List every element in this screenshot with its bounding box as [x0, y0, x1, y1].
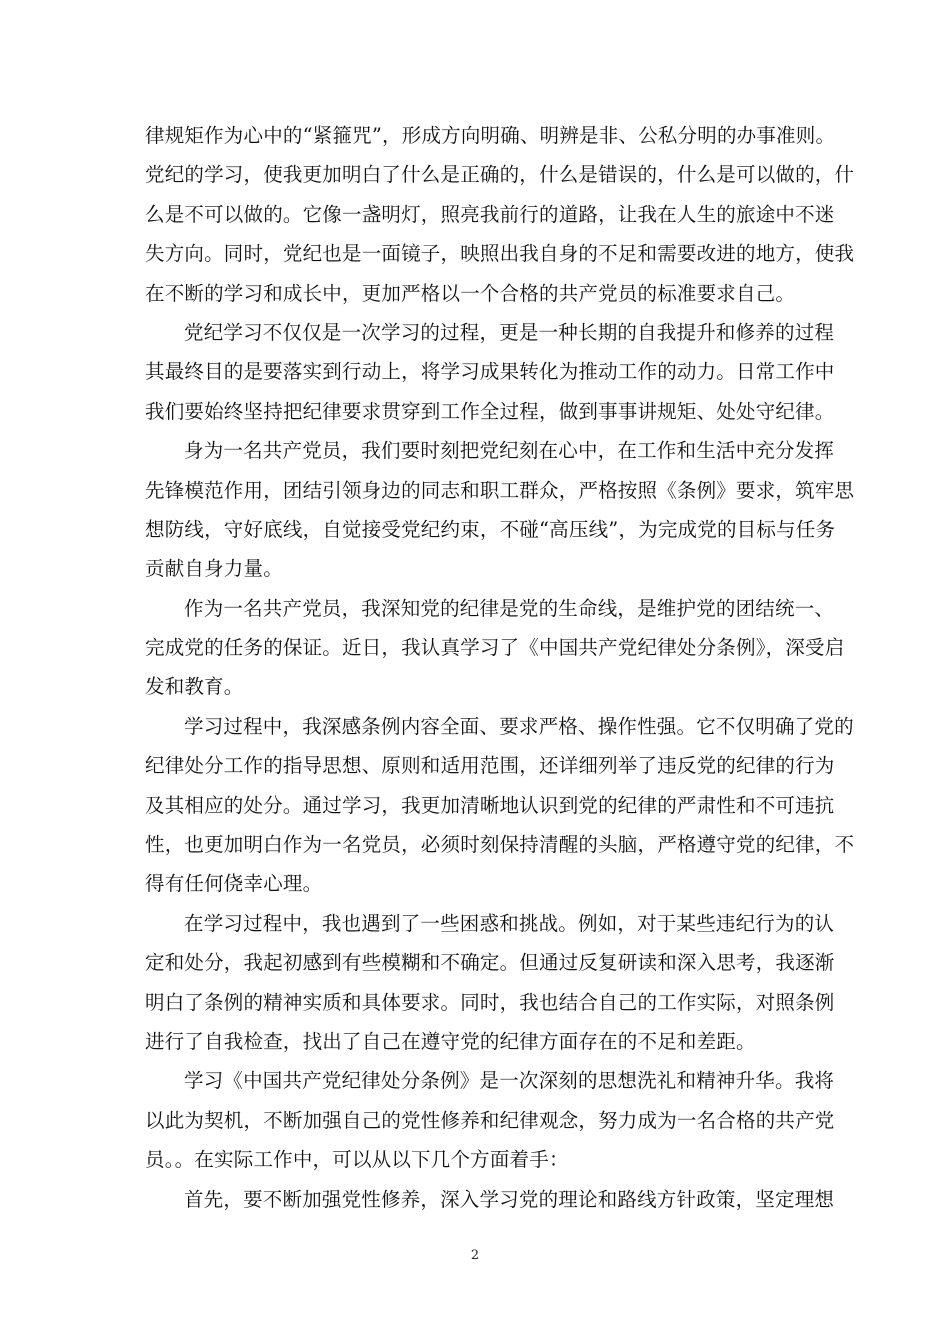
paragraph	[145, 904, 835, 1062]
text-line: 在学习过程中，我也遇到了一些困惑和挑战。例如，对于某些违纪行为的认	[184, 911, 835, 935]
text-line: 发和教育。	[145, 675, 244, 699]
paragraph	[145, 707, 855, 904]
paragraph	[145, 431, 855, 589]
text-line: 在不断的学习和成长中，更加严格以一个合格的共产党员的标准要求自己。	[145, 281, 796, 305]
text-line: 党纪的学习，使我更加明白了什么是正确的，什么是错误的，什么是可以做的，什	[145, 163, 855, 187]
paragraph	[145, 1061, 835, 1179]
text-line: 得有任何侥幸心理。	[145, 872, 323, 896]
text-line: 学习《中国共产党纪律处分条例》是一次深刻的思想洗礼和精神升华。我将	[184, 1069, 835, 1093]
paragraph	[145, 1180, 835, 1219]
text-line: 先锋模范作用，团结引领身边的同志和职工群众，严格按照《条例》要求，筑牢思	[145, 478, 855, 502]
text-line: 纪律处分工作的指导思想、原则和适用范围，还详细列举了违反党的纪律的行为	[145, 754, 835, 778]
document-body	[145, 116, 855, 1219]
page-number: 2	[470, 1248, 480, 1263]
paragraph	[145, 116, 855, 313]
text-line: 其最终目的是要落实到行动上，将学习成果转化为推动工作的动力。日常工作中	[145, 360, 835, 384]
text-line: 我们要始终坚持把纪律要求贯穿到工作全过程，做到事事讲规矩、处处守纪律。	[145, 399, 835, 423]
text-line: 及其相应的处分。通过学习，我更加清晰地认识到党的纪律的严肃性和不可违抗	[145, 793, 835, 817]
text-line: 身为一名共产党员，我们要时刻把党纪刻在心中，在工作和生活中充分发挥	[184, 439, 835, 463]
text-line: 明白了条例的精神实质和具体要求。同时，我也结合自己的工作实际，对照条例	[145, 990, 835, 1014]
paragraph	[145, 313, 835, 431]
text-line: 学习过程中，我深感条例内容全面、要求严格、操作性强。它不仅明确了党的	[184, 714, 854, 738]
text-line: 定和处分，我起初感到有些模糊和不确定。但通过反复研读和深入思考，我逐渐	[145, 951, 835, 975]
text-line: 首先，要不断加强党性修养，深入学习党的理论和路线方针政策，坚定理想	[184, 1187, 835, 1211]
paragraph	[145, 589, 845, 707]
text-line: 以此为契机，不断加强自己的党性修养和纪律观念，努力成为一名合格的共产党	[145, 1108, 835, 1132]
text-line: 作为一名共产党员，我深知党的纪律是党的生命线，是维护党的团结统一、	[184, 596, 835, 620]
text-line: 完成党的任务的保证。近日，我认真学习了《中国共产党纪律处分条例》，深受启	[145, 636, 845, 660]
text-line: 党纪学习不仅仅是一次学习的过程，更是一种长期的自我提升和修养的过程	[184, 320, 835, 344]
text-line: 么是不可以做的。它像一盏明灯，照亮我前行的道路，让我在人生的旅途中不迷	[145, 202, 835, 226]
text-line: 员。。在实际工作中，可以从以下几个方面着手：	[145, 1148, 569, 1172]
text-line: 进行了自我检查，找出了自己在遵守党的纪律方面存在的不足和差距。	[145, 1029, 756, 1053]
text-line: 性，也更加明白作为一名党员，必须时刻保持清醒的头脑，严格遵守党的纪律，不	[145, 833, 855, 857]
text-line: 想防线，守好底线，自觉接受党纪约束，不碰“高压线”，为完成党的目标与任务	[145, 517, 836, 541]
text-line: 失方向。同时，党纪也是一面镜子，映照出我自身的不足和需要改进的地方，使我	[145, 242, 855, 266]
text-line: 律规矩作为心中的“紧箍咒”，形成方向明确、明辨是非、公私分明的办事准则。	[145, 124, 836, 147]
text-line: 贡献自身力量。	[145, 557, 283, 581]
